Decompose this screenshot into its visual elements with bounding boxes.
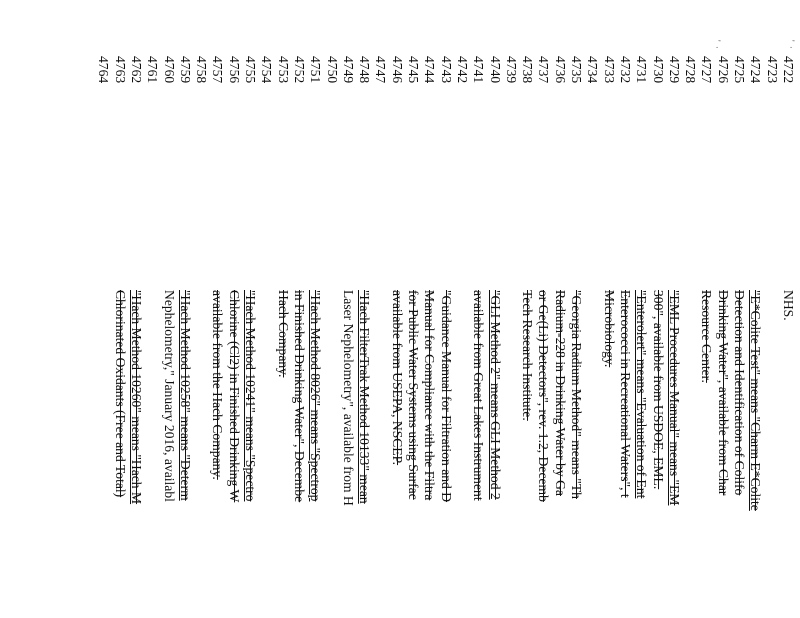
- document-line: Nephelometry," January 2016, availabl: [161, 290, 177, 502]
- document-line: Drinking Water", available from Char: [715, 290, 731, 496]
- line-number: 4762: [129, 56, 144, 84]
- document-line: available from USEPA, NSCEP.: [389, 290, 405, 466]
- line-number: 4758: [194, 56, 210, 84]
- document-line: [454, 290, 470, 618]
- document-line: Tech Research Institute.: [520, 290, 536, 421]
- document-line: [682, 290, 698, 618]
- line-number: 4731: [634, 56, 650, 84]
- line-number: 4724: [748, 56, 764, 84]
- document-line: 300", available from USDOE, EML.: [650, 290, 666, 490]
- document-line: Enterococci in Recreational Waters", t: [618, 290, 633, 498]
- document-line: Manual for Compliance with the Filtra: [422, 290, 438, 501]
- document-line: Chlorinated Oxidants (Free and Total): [112, 290, 128, 498]
- line-number: 4726: [715, 56, 731, 84]
- document-line: Chlorine (Cl2) in Finished Drinking W: [226, 290, 242, 503]
- line-number: 4750: [324, 56, 340, 84]
- document-line: "Guidance Manual for Filtration and D: [438, 290, 454, 503]
- line-number: 4733: [601, 56, 617, 84]
- line-number: 4732: [618, 56, 633, 84]
- document-line: "Hach Method 10260" means "Hach M: [129, 290, 144, 505]
- document-line: [764, 290, 780, 618]
- line-number: 4727: [699, 56, 715, 84]
- line-number: 4734: [585, 56, 601, 84]
- document-line: "Hach Method 8026" means "Spectrop: [308, 290, 324, 502]
- document-line: [324, 290, 340, 618]
- line-number: 4748: [357, 56, 373, 84]
- line-number: 4749: [340, 56, 356, 84]
- line-number: 4754: [259, 56, 275, 84]
- line-number: 4760: [161, 56, 177, 84]
- margin-mark: ' ·: [712, 40, 722, 50]
- document-line: "E*Colite Test" means "Charm E*Colite: [748, 290, 764, 511]
- document-line: or Ge(Li) Detectors", rev. 1.2, Decemb: [536, 290, 552, 502]
- line-number: 4737: [536, 56, 552, 84]
- document-line: Detection and Identification of Colifo: [732, 290, 748, 496]
- line-number: 4751: [308, 56, 324, 84]
- document-line: "Hach Method 10241" means "Spectro: [243, 290, 259, 502]
- line-number: 4743: [438, 56, 454, 84]
- document-line: [193, 290, 209, 618]
- line-number: 4730: [650, 56, 666, 84]
- document-line: for Public Water Systems using Surfac: [406, 290, 422, 500]
- line-number: 4752: [292, 56, 307, 84]
- line-number: 4755: [243, 56, 259, 84]
- document-line: available from the Hach Company.: [210, 290, 226, 480]
- line-number: 4722: [781, 56, 796, 84]
- line-number: 4740: [487, 56, 503, 84]
- document-line: "Georgia Radium Method" means "Th: [569, 290, 585, 499]
- document-line: [503, 290, 519, 618]
- document-line: "Hach Method 10258" means "Determ: [177, 290, 193, 501]
- line-number: 4738: [520, 56, 536, 84]
- line-number: 4739: [503, 56, 519, 84]
- document-line: [373, 290, 389, 618]
- line-number: 4745: [406, 56, 422, 84]
- line-number: 4736: [552, 56, 568, 84]
- document-line: "EML Procedures Manual" means "EM: [666, 290, 682, 506]
- document-line: NHS.: [781, 290, 796, 321]
- line-number: 4759: [177, 56, 193, 84]
- document-line: "GLI Method 2" means GLI Method 2: [487, 290, 503, 500]
- line-number: 4757: [210, 56, 226, 84]
- line-number: 4747: [373, 56, 389, 84]
- line-number: 4761: [145, 56, 161, 84]
- document-line: [95, 290, 111, 618]
- line-number: 4741: [471, 56, 487, 84]
- document-line: Radium-228 in Drinking Water by Ga: [552, 290, 568, 496]
- line-number: 4753: [275, 56, 291, 84]
- document-line: available from Great Lakes Instrument: [471, 290, 487, 501]
- line-number: 4746: [389, 56, 405, 84]
- line-number: 4725: [732, 56, 748, 84]
- document-line: [258, 290, 274, 618]
- document-line: Hach Company.: [275, 290, 291, 378]
- line-number: 4729: [666, 56, 682, 84]
- line-number: 4744: [422, 56, 438, 84]
- line-number: 4728: [683, 56, 699, 84]
- margin-mark: ' ·: [786, 40, 796, 50]
- line-number: 4763: [112, 56, 128, 84]
- document-line: in Finished Drinking Water", Decembe: [292, 290, 307, 503]
- line-number: 4764: [96, 56, 112, 84]
- document-line: [584, 290, 600, 618]
- document-line: [144, 290, 160, 618]
- document-line: Laser Nephelometry", available from H: [340, 290, 356, 506]
- line-number: 4756: [226, 56, 242, 84]
- line-number: 4735: [569, 56, 585, 84]
- line-number: 4723: [764, 56, 780, 84]
- document-line: Microbiology.: [601, 290, 617, 368]
- document-line: "Enterolert" means "Evaluation of Ent: [634, 290, 650, 499]
- document-line: Resource Center.: [699, 290, 715, 383]
- line-number: 4742: [455, 56, 470, 84]
- document-line: "Hach FilterTrak Method 10133" mean: [357, 290, 373, 504]
